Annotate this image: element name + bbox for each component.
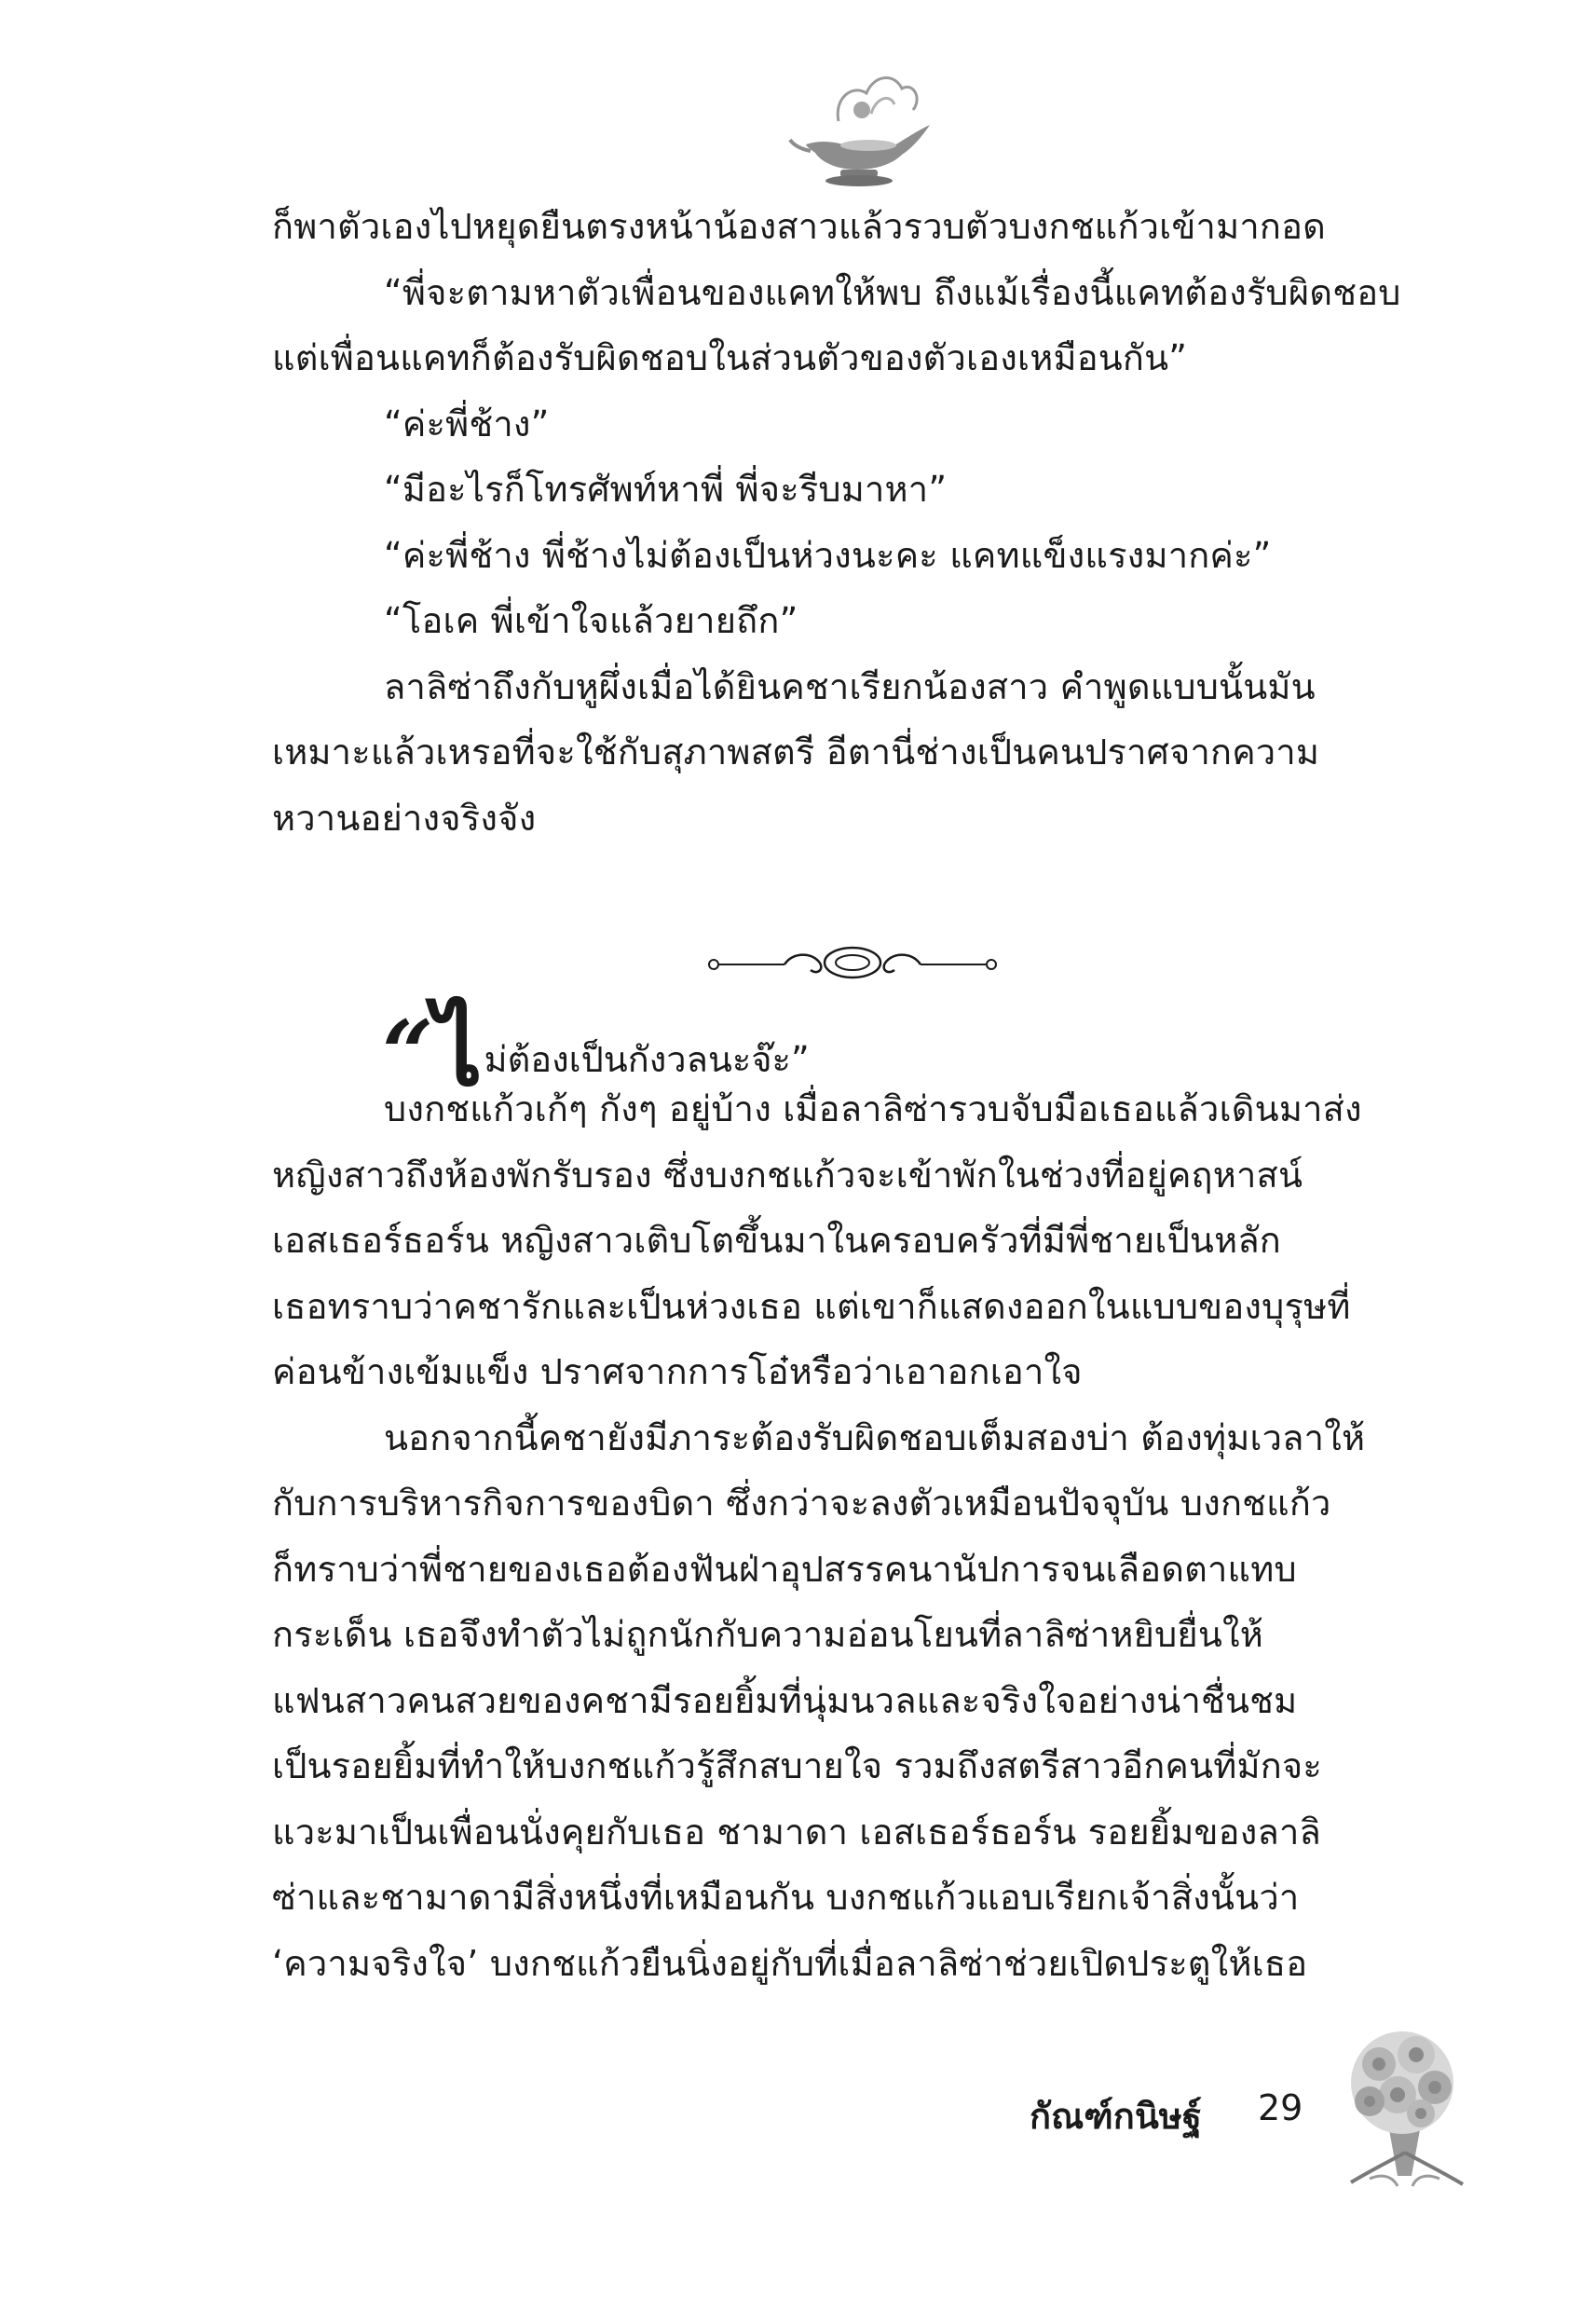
text-line: หวานอย่างจริงจัง (272, 797, 537, 839)
text-line: นอกจากนี้คชายังมีภาระต้องรับผิดชอบเต็มสองบ่า ต้องทุ่มเวลาให้ (384, 1416, 1366, 1458)
chapter-opening-line (382, 974, 810, 1108)
opening-quote-mark: “ (382, 1001, 434, 1106)
text-line: แฟนสาวคนสวยของคชามีรอยยิ้มที่นุ่มนวลและจริงใจอย่างน่าชื่นชม (272, 1679, 1298, 1721)
chapter-opening-text: ม่ต้องเป็นกังวลนะจ๊ะ” (484, 1039, 810, 1080)
text-line: เธอทราบว่าคชารักและเป็นห่วงเธอ แต่เขาก็แสดงออกในแบบของบุรุษที่ (272, 1285, 1351, 1327)
page-number: 29 (1258, 2087, 1303, 2128)
text-line: “มีอะไรก็โทรศัพท์หาพี่ พี่จะรีบมาหา” (384, 469, 948, 510)
text-line: เหมาะแล้วเหรอที่จะใช้กับสุภาพสตรี อีตานี่ช่างเป็นคนปราศจากความ (272, 732, 1320, 773)
text-line: เป็นรอยยิ้มที่ทำให้บงกชแก้วรู้สึกสบายใจ รวมถึงสตรีสาวอีกคนที่มักจะ (272, 1745, 1322, 1786)
text-line: กระเด็น เธอจึงทำตัวไม่ถูกนักกับความอ่อนโยนที่ลาลิซ่าหยิบยื่นให้ (272, 1614, 1264, 1655)
text-line: ค่อนข้างเข้มแข็ง ปราศจากการโอ๋หรือว่าเอาอกเอาใจ (272, 1351, 1083, 1392)
text-line: เอสเธอร์ธอร์น หญิงสาวเติบโตขึ้นมาในครอบครัวที่มีพี่ชายเป็นหลัก (272, 1220, 1282, 1261)
text-line: หญิงสาวถึงห้องพักรับรอง ซึ่งบงกชแก้วจะเข้าพักในช่วงที่อยู่คฤหาสน์ (272, 1154, 1303, 1196)
text-line: “ค่ะพี่ช้าง พี่ช้างไม่ต้องเป็นห่วงนะคะ แคทแข็งแรงมากค่ะ” (384, 534, 1272, 576)
paragraph-block-bottom (272, 1076, 1437, 1996)
paragraph-block-top (272, 194, 1437, 851)
running-footer-title: กัณฑ์กนิษฐ์ (1030, 2096, 1202, 2137)
text-line: ก็ทราบว่าพี่ชายของเธอต้องฟันฝ่าอุปสรรคนานัปการจนเลือดตาแทบ (272, 1548, 1297, 1590)
text-line: ซ่าและชามาดามีสิ่งหนึ่งที่เหมือนกัน บงกชแก้วแอบเรียกเจ้าสิ่งนั้นว่า (272, 1877, 1300, 1918)
text-line: แต่เพื่อนแคทก็ต้องรับผิดชอบในส่วนตัวของตัวเองเหมือนกัน” (272, 337, 1188, 378)
text-line: “โอเค พี่เข้าใจแล้วยายถึก” (384, 600, 798, 641)
flower-bouquet-icon (1332, 2013, 1472, 2190)
text-line: “พี่จะตามหาตัวเพื่อนของแคทให้พบ ถึงแม้เรื่องนี้แคทต้องรับผิดชอบ (384, 271, 1401, 313)
text-line: ‘ความจริงใจ’ บงกชแก้วยืนนิ่งอยู่กับที่เมื่อลาลิซ่าช่วยเปิดประตูให้เธอ (272, 1942, 1308, 1984)
text-line: ลาลิซ่าถึงกับหูผึ่งเมื่อได้ยินคชาเรียกน้องสาว คำพูดแบบนั้นมัน (384, 665, 1316, 707)
text-line: ก็พาตัวเองไปหยุดยืนตรงหน้าน้องสาวแล้วรวบตัวบงกชแก้วเข้ามากอด (272, 206, 1326, 247)
text-line: กับการบริหารกิจการของบิดา ซึ่งกว่าจะลงตัวเหมือนปัจจุบัน บงกชแก้ว (272, 1483, 1331, 1524)
text-line: “ค่ะพี่ช้าง” (384, 403, 550, 444)
magic-lamp-icon (783, 56, 941, 196)
text-line: แวะมาเป็นเพื่อนนั่งคุยกับเธอ ชามาดา เอสเธอร์ธอร์น รอยยิ้มของลาลิ (272, 1811, 1321, 1853)
drop-cap-letter: ไ (433, 993, 483, 1108)
text-line: บงกชแก้วเก้ๆ กังๆ อยู่บ้าง เมื่อลาลิซ่ารวบจับมือเธอแล้วเดินมาส่ง (384, 1088, 1362, 1129)
